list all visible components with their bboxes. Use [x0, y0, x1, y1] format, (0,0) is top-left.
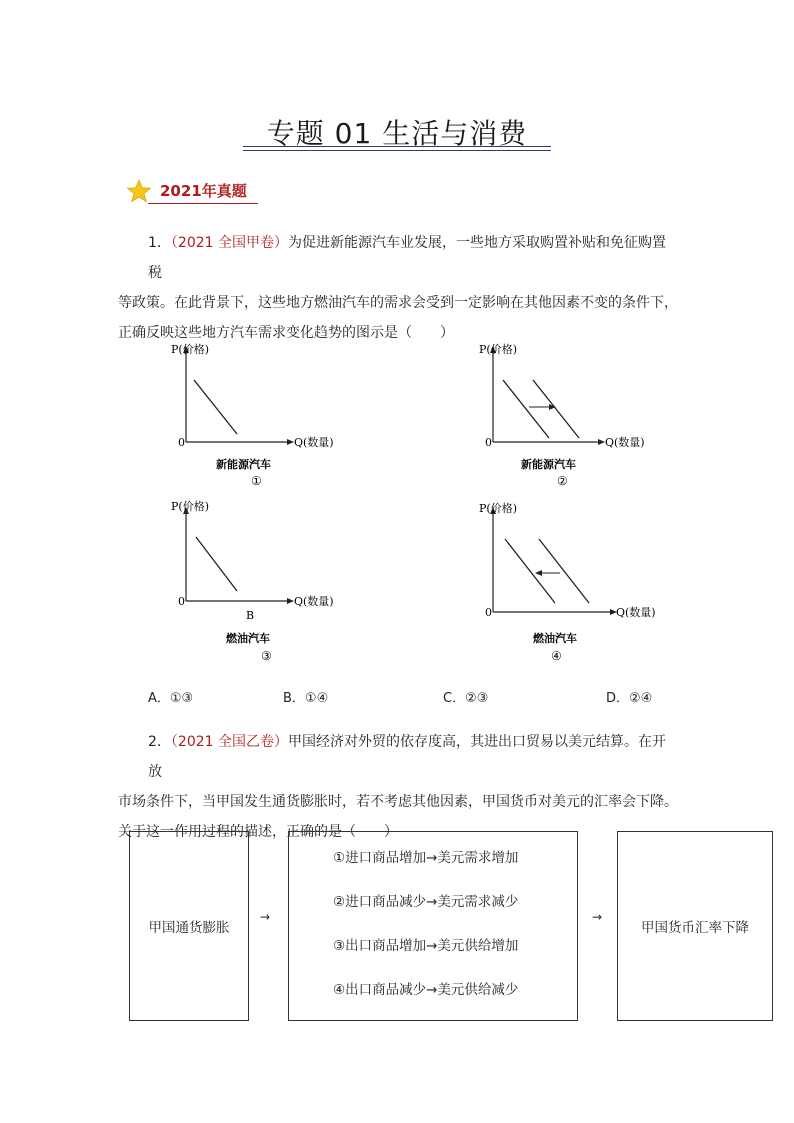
question-number: 2．	[148, 734, 171, 750]
process-item-2: ②进口商品减少→美元需求减少	[333, 894, 519, 910]
process-item-4: ④出口商品减少→美元供给减少	[333, 982, 519, 998]
graph-2	[465, 338, 650, 493]
box-process	[288, 831, 578, 1021]
graph-4	[465, 497, 665, 667]
graph-caption: 新能源汽车	[521, 458, 576, 471]
origin-label: 0	[178, 595, 185, 608]
graph-number: ②	[557, 474, 568, 488]
star-icon	[126, 178, 152, 204]
title-underline	[243, 146, 551, 147]
question-2-stem: 2．（2021 全国乙卷）甲国经济对外贸的依存度高，其进出口贸易以美元结算。在开放 市场条件下，当甲国发生通货膨胀时，若不考虑其他因素，甲国货币对美元的汇率会下降。 关于这一作用过程的描述，正确的是（ ）	[118, 734, 678, 840]
graph-caption: 新能源汽车	[216, 458, 271, 471]
question-1-stem: 1．（2021 全国甲卷）为促进新能源汽车业发展，一些地方采取购置补贴和免征购置税 等政策。在此背景下，这些地方燃油汽车的需求会受到一定影响在其他因素不变的条件下， 正确反映这些地方汽车需求变化趋势的图示是（ ）	[118, 235, 678, 341]
section-underline	[148, 203, 258, 204]
x-axis-label: Q(数量)	[605, 436, 645, 449]
graph-extra-label: B	[246, 609, 255, 622]
y-axis-label: P(价格)	[171, 343, 209, 356]
page-title: 专题 01 生活与消费	[266, 117, 528, 150]
option-d[interactable]: D．②④	[606, 691, 653, 706]
flow-arrow-2: →	[592, 910, 603, 924]
x-axis-label: Q(数量)	[616, 606, 656, 619]
graph-caption: 燃油汽车	[226, 632, 270, 645]
process-item-3: ③出口商品增加→美元供给增加	[333, 938, 519, 954]
y-axis-label: P(价格)	[171, 500, 209, 513]
graph-number: ①	[251, 474, 262, 488]
x-axis-label: Q(数量)	[294, 436, 334, 449]
option-b[interactable]: B．①④	[283, 691, 329, 706]
box-result: 甲国货币汇率下降	[617, 831, 773, 1021]
flow-arrow-1: →	[260, 910, 271, 924]
y-axis-label: P(价格)	[479, 343, 517, 356]
option-c[interactable]: C．②③	[443, 691, 489, 706]
origin-label: 0	[178, 436, 185, 449]
question-number: 1．	[148, 235, 171, 251]
question-source: 2021 全国甲卷	[177, 235, 275, 251]
box-cause: 甲国通货膨胀	[129, 831, 249, 1021]
graph-number: ③	[261, 649, 272, 663]
y-axis-label: P(价格)	[479, 502, 517, 515]
question-source: 2021 全国乙卷	[177, 734, 275, 750]
title-underline-2	[243, 150, 551, 151]
section-label: 2021年真题	[160, 182, 247, 200]
x-axis-label: Q(数量)	[294, 595, 334, 608]
origin-label: 0	[485, 436, 492, 449]
origin-label: 0	[485, 606, 492, 619]
process-item-1: ①进口商品增加→美元需求增加	[333, 850, 519, 866]
graph-1	[160, 338, 340, 493]
graph-number: ④	[551, 649, 562, 663]
graph-caption: 燃油汽车	[533, 632, 577, 645]
graph-3	[160, 497, 340, 667]
option-a[interactable]: A．①③	[148, 691, 194, 706]
